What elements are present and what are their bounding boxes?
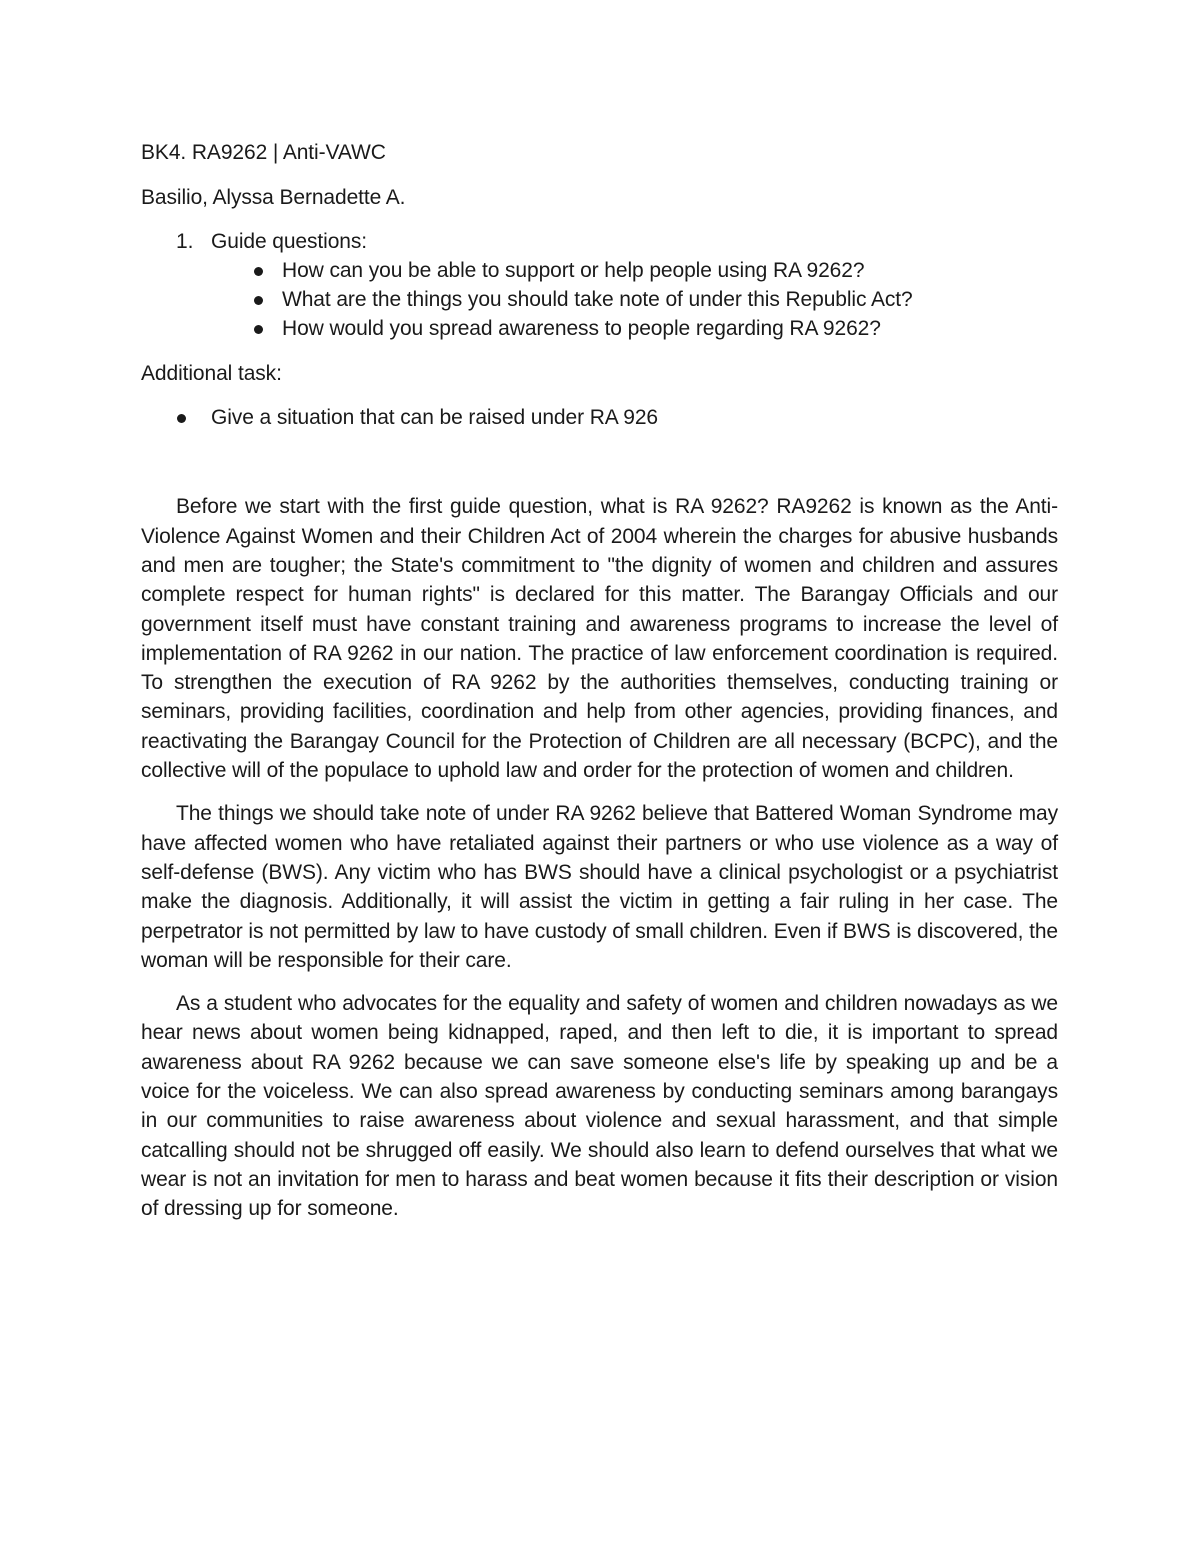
body-paragraph-2: The things we should take note of under RA 9262 believe that Battered Woman Syndrome may have affected women who have retaliated against their partners or who use violence as a way of self-defense (BWS). Any victim who has BWS should have a clinical psychologist or a psychiatrist make the diagnosis. Additionally, it will assist the victim in getting a fair ruling in her case. The perpetrator is not permitted by law to have custody of small children. Even if BWS is discovered, the woman will be responsible for their care.	[141, 802, 1058, 972]
question-text: What are the things you should take note of under this Republic Act?	[282, 288, 913, 312]
question-text: How can you be able to support or help people using RA 9262?	[282, 258, 865, 282]
list-number: 1.	[176, 229, 194, 253]
bullet-icon	[254, 267, 263, 276]
guide-questions-heading	[141, 227, 1058, 256]
list-item	[141, 314, 1058, 343]
question-text: How would you spread awareness to people regarding RA 9262?	[282, 317, 881, 341]
author-name: Basilio, Alyssa Bernadette A.	[141, 186, 406, 210]
guide-questions-list	[141, 256, 1058, 344]
document-page	[141, 138, 1058, 1224]
document-title: BK4. RA9262 | Anti-VAWC	[141, 141, 386, 164]
list-item	[141, 256, 1058, 285]
list-item	[141, 403, 1058, 432]
bullet-icon	[177, 414, 186, 423]
task-text: Give a situation that can be raised under RA 926	[211, 406, 658, 430]
bullet-icon	[254, 296, 263, 305]
body-paragraph-1: Before we start with the first guide question, what is RA 9262? RA9262 is known as the Anti-Violence Against Women and their Children Act of 2004 wherein the charges for abusive husbands and men are tougher; the State's commitment to "the dignity of women and children and assures complete respect for human rights" is declared for this matter. The Barangay Officials and our government itself must have constant training and awareness programs to increase the level of implementation of RA 9262 in our nation. The practice of law enforcement coordination is required. To strengthen the execution of RA 9262 by the authorities themselves, conducting training or seminars, providing facilities, coordination and help from other agencies, providing finances, and reactivating the Barangay Council for the Protection of Children are all necessary (BCPC), and the collective will of the populace to uphold law and order for the protection of women and children.	[141, 495, 1058, 783]
list-item	[141, 285, 1058, 314]
body-paragraph-3: As a student who advocates for the equality and safety of women and children nowadays as we hear news about women being kidnapped, raped, and then left to die, it is important to spread awareness about RA 9262 because we can save someone else's life by speaking up and be a voice for the voiceless. We can also spread awareness by conducting seminars among barangays in our communities to raise awareness about violence and sexual harassment, and that simple catcalling should not be shrugged off easily. We should also learn to defend ourselves that what we wear is not an invitation for men to harass and beat women because it fits their description or vision of dressing up for someone.	[141, 992, 1058, 1221]
additional-task-heading: Additional task:	[141, 361, 282, 385]
additional-task-list	[141, 403, 1058, 432]
guide-heading-text: Guide questions:	[211, 229, 368, 253]
bullet-icon	[254, 325, 263, 334]
